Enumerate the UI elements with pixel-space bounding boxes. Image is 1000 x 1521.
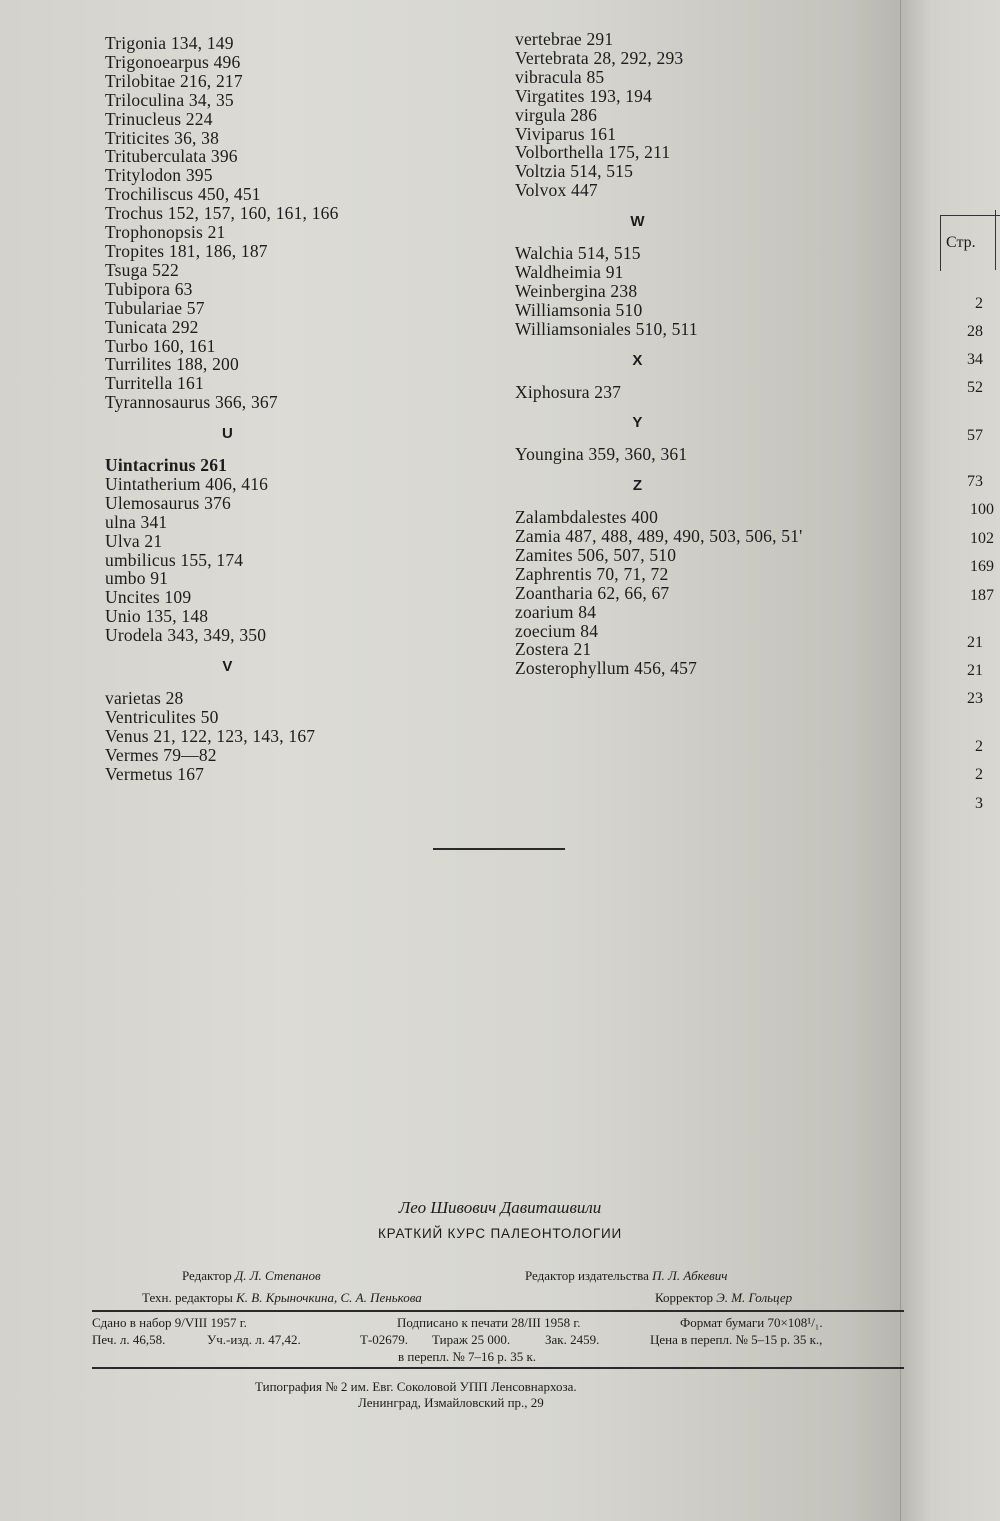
index-entry: Walchia 514, 515: [515, 243, 641, 264]
index-entry: vertebrae 291: [515, 29, 614, 49]
signed-date: Подписано к печати 28/III 1958 г.: [397, 1315, 581, 1330]
index-entry: Zaphrentis 70, 71, 72: [515, 563, 669, 584]
next-page-number: 2: [975, 738, 983, 755]
index-entry: Youngina 359, 360, 361: [515, 444, 688, 465]
divider-bottom: [92, 1367, 904, 1369]
index-section-letter: X: [632, 351, 643, 369]
next-page-number: 21: [967, 634, 983, 651]
index-entry: Trochus 152, 157, 160, 161, 166: [105, 203, 339, 224]
index-entry: virgula 286: [515, 104, 598, 125]
print-sheets: Печ. л. 46,58.: [92, 1332, 166, 1347]
tech-editors-line: [142, 1290, 422, 1306]
index-entry: Urodela 343, 349, 350: [105, 625, 267, 646]
editor-label: Редактор: [182, 1268, 232, 1283]
next-page-number: 169: [970, 558, 994, 575]
next-page-number: 102: [970, 530, 994, 547]
index-entry: vibracula 85: [515, 66, 605, 87]
index-entry: Vertebrata 28, 292, 293: [515, 47, 684, 68]
index-entry: ulna 341: [105, 511, 168, 532]
proof-name: Э. М. Гольцер: [716, 1290, 793, 1305]
pub-editor-line: [525, 1268, 728, 1284]
editor-name: Д. Л. Степанов: [234, 1268, 321, 1283]
next-page-number: 3: [975, 795, 983, 812]
tech-label: Техн. редакторы: [142, 1290, 233, 1305]
divider-top: [92, 1310, 904, 1312]
index-entry: Zalambdalestes 400: [515, 507, 659, 528]
price-line-1: Цена в перепл. № 5–15 р. 35 к.,: [650, 1332, 823, 1347]
license-number: Т-02679.: [360, 1332, 409, 1347]
index-entry: Turrilites 188, 200: [105, 354, 239, 375]
next-page-number: 21: [967, 662, 983, 679]
pub-editor-label: Редактор издательства: [525, 1268, 649, 1283]
next-page-number: 28: [967, 323, 983, 340]
next-page-number: 2: [975, 766, 983, 783]
next-page-table-rule: [995, 210, 996, 270]
index-entry: Uintacrinus 261: [105, 455, 228, 476]
end-rule: [433, 848, 565, 850]
typeset-date: Сдано в набор 9/VIII 1957 г.: [92, 1315, 247, 1330]
index-entry: Voltzia 514, 515: [515, 161, 634, 182]
index-entry: varietas 28: [105, 688, 184, 708]
index-entry: Venus 21, 122, 123, 143, 167: [105, 725, 316, 746]
index-entry: Unio 135, 148: [105, 606, 209, 627]
index-entry: Tropites 181, 186, 187: [105, 240, 268, 261]
index-entry: Vermes 79—82: [105, 744, 217, 765]
index-entry: Volvox 447: [515, 180, 598, 201]
index-entry: Zoantharia 62, 66, 67: [515, 582, 670, 603]
next-page-number: 23: [967, 690, 983, 707]
printer-address: Ленинград, Измайловский пр., 29: [358, 1395, 544, 1410]
author-name: Лео Шивович Давиташвили: [398, 1198, 602, 1217]
index-entry: Trituberculata 396: [105, 146, 238, 167]
index-entry: zoarium 84: [515, 601, 597, 622]
index-entry: Uncites 109: [105, 587, 192, 608]
pub-sheets: Уч.-изд. л. 47,42.: [207, 1332, 301, 1347]
order-number: Зак. 2459.: [545, 1332, 600, 1347]
next-page-number: 57: [967, 427, 983, 444]
index-entry: umbilicus 155, 174: [105, 549, 244, 570]
next-page-number: 52: [967, 379, 983, 396]
next-page-number: 2: [975, 295, 983, 312]
index-entry: Trinucleus 224: [105, 108, 213, 129]
index-entry: Viviparus 161: [515, 123, 617, 144]
index-entry: Tubulariae 57: [105, 297, 205, 318]
next-page-number: 34: [967, 351, 983, 368]
tech-names: К. В. Крыночкина, С. А. Пенькова: [236, 1290, 422, 1305]
index-entry: Trochiliscus 450, 451: [105, 184, 261, 205]
index-entry: Zamia 487, 488, 489, 490, 503, 506, 51': [515, 526, 803, 547]
index-entry: Ulva 21: [105, 530, 163, 551]
price-line-2: в перепл. № 7–16 р. 35 к.: [398, 1349, 537, 1364]
index-section-letter: Y: [632, 414, 643, 432]
index-column-right: [515, 30, 895, 678]
index-entry: Ulemosaurus 376: [105, 492, 231, 513]
index-entry: Volborthella 175, 211: [515, 142, 671, 163]
index-entry: Triticites 36, 38: [105, 127, 220, 148]
print-run: Тираж 25 000.: [432, 1332, 511, 1347]
index-entry: Zostera 21: [515, 639, 592, 660]
paper-format: Формат бумаги 70×108¹/₁.: [680, 1315, 823, 1330]
index-entry: Triloculina 34, 35: [105, 89, 234, 110]
index-entry: Waldheimia 91: [515, 261, 624, 282]
index-section-letter: U: [221, 425, 234, 443]
index-entry: Ventriculites 50: [105, 706, 219, 727]
pub-editor-name: П. Л. Абкевич: [652, 1268, 728, 1283]
next-page-number: 73: [967, 473, 983, 490]
index-entry: Williamsonia 510: [515, 299, 643, 320]
index-entry: Vermetus 167: [105, 763, 205, 784]
index-section-letter: V: [222, 658, 233, 676]
index-entry: Tsuga 522: [105, 259, 179, 280]
index-section-letter: Z: [632, 477, 643, 495]
index-entry: Williamsoniales 510, 511: [515, 318, 698, 339]
index-entry: Trigonia 134, 149: [105, 33, 234, 53]
index-entry: zoecium 84: [515, 620, 599, 641]
index-entry: Weinbergina 238: [515, 280, 638, 301]
index-entry: Tunicata 292: [105, 316, 199, 337]
index-entry: Zosterophyllum 456, 457: [515, 658, 698, 679]
index-entry: Tyrannosaurus 366, 367: [105, 392, 278, 413]
next-page-number: 187: [970, 587, 994, 604]
index-entry: Trigonoearpus 496: [105, 51, 241, 72]
editor-line: [182, 1268, 321, 1284]
proof-label: Корректор: [655, 1290, 713, 1305]
index-entry: Zamites 506, 507, 510: [515, 544, 677, 565]
index-entry: Uintatherium 406, 416: [105, 473, 269, 494]
index-entry: Tritylodon 395: [105, 165, 213, 186]
index-entry: Tubipora 63: [105, 278, 193, 299]
index-entry: Turbo 160, 161: [105, 335, 216, 356]
index-section-letter: W: [630, 213, 645, 231]
book-title: КРАТКИЙ КУРС ПАЛЕОНТОЛОГИИ: [377, 1226, 623, 1241]
index-entry: umbo 91: [105, 568, 169, 589]
next-page-table-header: [940, 215, 1000, 271]
next-page-number: 100: [970, 501, 994, 518]
printer-name: Типография № 2 им. Евг. Соколовой УПП Ленсовнархоза.: [255, 1379, 577, 1394]
proofreader-line: [655, 1290, 792, 1306]
next-page-header-label: Стр.: [946, 234, 976, 251]
index-column-left: [105, 34, 465, 784]
index-entry: Virgatites 193, 194: [515, 85, 653, 106]
index-entry: Xiphosura 237: [515, 381, 622, 402]
index-entry: Turritella 161: [105, 373, 204, 394]
index-entry: Trilobitae 216, 217: [105, 70, 243, 91]
index-entry: Trophonopsis 21: [105, 222, 226, 243]
